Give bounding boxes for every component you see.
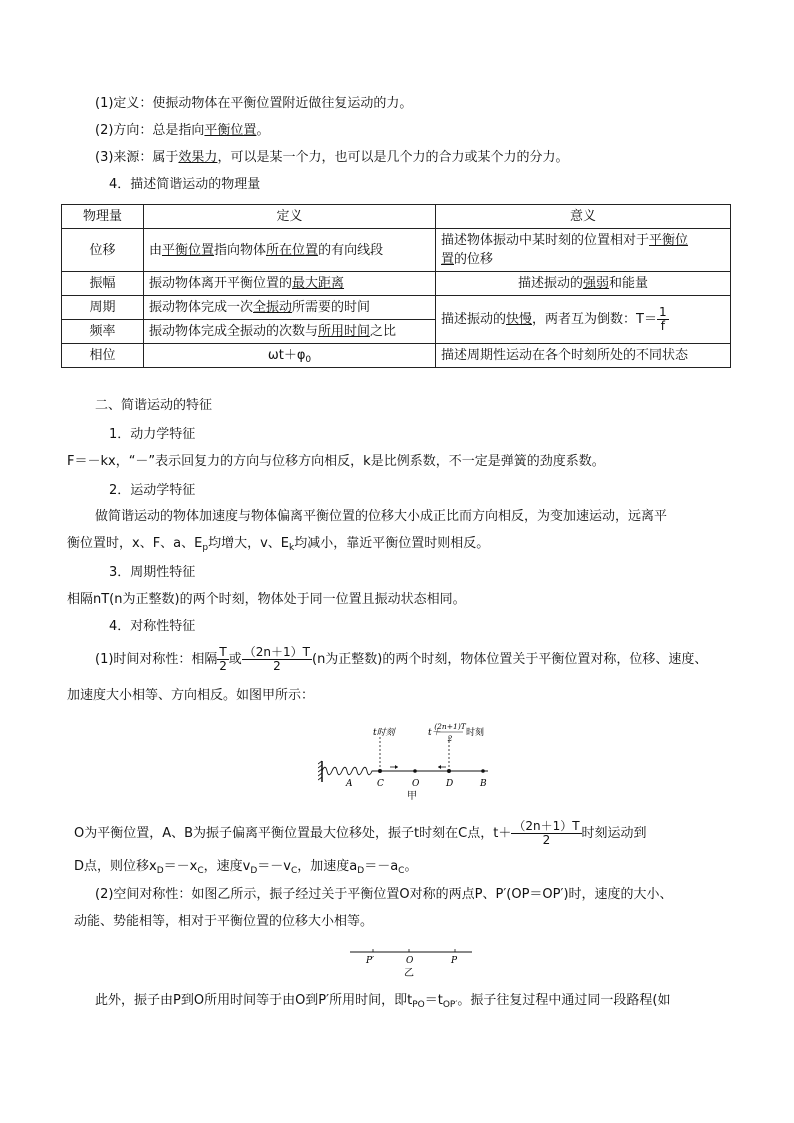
fraction: $\frac{(2n+1)T}{2}$: [243, 645, 310, 673]
table-row: [62, 229, 731, 272]
point-label-d: D: [446, 779, 454, 789]
label-t2-suffix: 时刻: [466, 728, 485, 738]
table-cell: 描述振动的强弱和能量: [436, 272, 731, 296]
kinematics-text-2: 衡位置时，x、F、a、$E_p$均增大，v、$E_k$均减小，靠近平衡位置时则相反。: [67, 536, 490, 553]
velocity-arrow-d: [438, 765, 446, 769]
figure-jia: [318, 718, 518, 800]
space-symmetry-text-2: 动能、势能相等，相对于平衡位置的位移大小相等。: [74, 914, 374, 929]
table-cell: 振动物体离开平衡位置的最大距离: [144, 272, 436, 296]
point-label-b: B: [480, 779, 487, 789]
table-header: 意义: [436, 205, 731, 229]
fraction: $\frac{T}{2}$: [219, 645, 227, 673]
point-label-a: A: [346, 779, 353, 789]
symmetry-title: 4．对称性特征: [109, 619, 196, 634]
fraction: $\frac{1}{f}$: [658, 305, 667, 333]
point-label-p: P: [451, 956, 458, 966]
figure-caption-jia: 甲: [407, 791, 417, 800]
table-cell: 由平衡位置指向物体所在位置的有向线段: [144, 229, 436, 272]
point-label-p-prime: P′: [366, 956, 375, 966]
table-cell: 描述物体振动中某时刻的位置相对于平衡位 置的位移: [436, 229, 731, 272]
periodicity-text: 相隔nT(n为正整数)的两个时刻，物体处于同一位置且振动状态相同。: [67, 592, 466, 607]
table-cell: 描述周期性运动在各个时刻所处的不同状态: [436, 344, 731, 368]
table-row: [62, 344, 731, 368]
label-t2-denominator: 2: [447, 734, 453, 743]
table-cell: 位移: [62, 229, 144, 272]
section-4-title: 4．描述简谐运动的物理量: [109, 177, 261, 192]
periodicity-title: 3．周期性特征: [109, 565, 196, 580]
label-t2-prefix: t＋: [428, 728, 441, 738]
restoring-force-direction: (2)方向：总是指向平衡位置。: [95, 123, 270, 138]
kinematics-text-1: 做简谐运动的物体加速度与物体偏离平衡位置的位移大小成正比而方向相反，为变加速运动，远离平: [95, 509, 668, 524]
table-cell: 描述振动的快慢，两者互为倒数：T＝ $\frac{1}{f}$: [436, 296, 731, 344]
kinematics-title: 2．运动学特征: [109, 483, 196, 498]
point-label-c: C: [377, 779, 384, 789]
space-symmetry-text-1: (2)空间对称性：如图乙所示，振子经过关于平衡位置O对称的两点P、P′(OP＝OP′)时，速度的大小、: [95, 887, 673, 902]
table-cell: 振幅: [62, 272, 144, 296]
table-cell: $\omega t+\varphi_0$: [144, 344, 436, 368]
table-header-row: [62, 205, 731, 229]
point-label-o: O: [406, 956, 414, 966]
point-d-dot: [447, 769, 451, 773]
table-cell: 周期: [62, 296, 144, 320]
label-t2-numerator: (2n+1)T: [434, 722, 466, 731]
table-header: 物理量: [62, 205, 144, 229]
fraction: $\frac{(2n+1)T}{2}$: [513, 819, 580, 847]
time-symmetry-text: (1)时间对称性：相隔 $\frac{T}{2}$ 或 $\frac{(2n+1)T}{2}$ (n为正整数)的两个时刻，物体位置关于平衡位置对称，位移、速度、: [95, 645, 708, 673]
time-symmetry-text-2: 加速度大小相等、方向相反。如图甲所示：: [67, 688, 315, 703]
dynamics-title: 1．动力学特征: [109, 427, 196, 442]
table-cell: 频率: [62, 320, 144, 344]
point-label-o: O: [412, 779, 420, 789]
table-row: [62, 272, 731, 296]
table-cell: 相位: [62, 344, 144, 368]
velocity-arrow-c: [390, 765, 398, 769]
quantities-table: [61, 204, 731, 368]
dynamics-text: F＝－kx，“－”表示回复力的方向与位移方向相反，k是比例系数，不一定是弹簧的劲度系数。: [67, 454, 605, 469]
point-c-dot: [378, 769, 382, 773]
wall: [318, 761, 322, 782]
restoring-force-source: (3)来源：属于效果力，可以是某一个力，也可以是几个力的合力或某个力的分力。: [95, 150, 569, 165]
table-header: 定义: [144, 205, 436, 229]
d-description: D点，则位移$x_D=-x_C$，速度$v_D=-v_C$，加速度$a_D=-a_C$。: [74, 859, 418, 876]
figure-caption-yi: 乙: [404, 968, 414, 978]
table-row: [62, 296, 731, 320]
table-cell: 振动物体完成一次全振动所需要的时间: [144, 296, 436, 320]
point-b-dot: [481, 769, 485, 773]
restoring-force-definition: (1)定义：使振动物体在平衡位置附近做往复运动的力。: [95, 96, 413, 111]
point-o-dot: [413, 769, 417, 773]
figure-yi: [350, 944, 475, 978]
last-line: 此外，振子由P到O所用时间等于由O到P′所用时间，即$t_{PO}=t_{OP'}$。振子往复过程中通过同一段路程(如: [95, 993, 671, 1010]
label-t-moment: t时刻: [373, 728, 395, 738]
o-description: O为平衡位置，A、B为振子偏离平衡位置最大位移处，振子t时刻在C点，t＋ $\frac{(2n+1)T}{2}$ 时刻运动到: [74, 819, 647, 847]
spring: [322, 767, 375, 775]
part-2-title: 二、简谐运动的特征: [95, 398, 213, 413]
table-cell: 振动物体完成全振动的次数与所用时间之比: [144, 320, 436, 344]
